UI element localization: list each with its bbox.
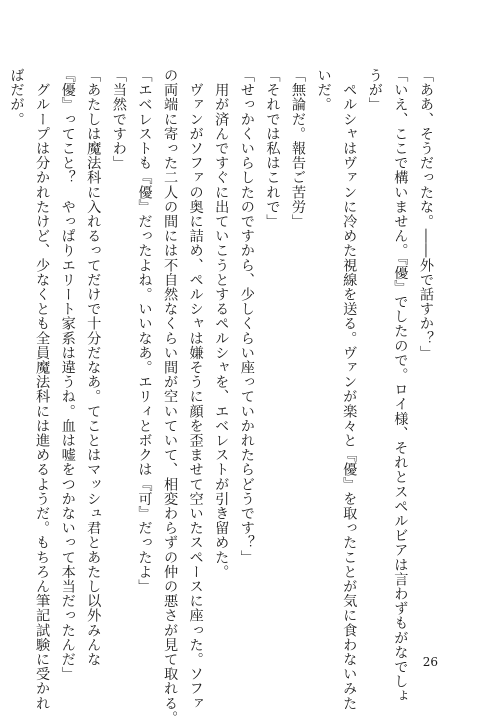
text-line: の両端に寄った二人の間には不自然なくらい間が空いていて、相変わらずの仲の悪さが見て取れる。: [162, 68, 179, 725]
text-line: 用が済んですぐに出ていこうとするペルシャを、エベレストが引き留めた。: [213, 68, 230, 579]
text-line: 「ああ、そうだったな。――外で話すか？」: [418, 68, 434, 360]
text-line: 「いえ、ここで構いません。『優』でしたので。ロイ様、それとスペルビアは言わずもがなでしょ: [392, 68, 409, 704]
text-line: 「それでは私はこれで」: [264, 68, 281, 229]
text-line: 「あたしは魔法科に入れるってだけで十分だなあ。てことはマッシュ君とあたし以外みんな: [85, 68, 102, 667]
text-line: 『優』ってこと？ やっぱりエリート家系は違うね。血は嘘をつかないって本当だったんだ」: [59, 68, 76, 682]
text-line: ヴァンがソファの奥に詰め、ペルシャは嫌そうに顔を歪ませて空いたスペースに座った。ソファ: [187, 68, 204, 711]
text-line: 「当然ですわ」: [110, 68, 127, 171]
text-line: うが」: [366, 68, 383, 112]
text-line: 「無論だ。報告ご苦労」: [290, 68, 307, 229]
text-line: 「せっかくいらしたのですから、少しくらい座っていかれたらどうです？」: [238, 68, 255, 565]
text-line: ばだが。: [8, 68, 25, 127]
text-line: 「エベレストも『優』だったよね。いいなあ。エリィとボクは『可』だったよ」: [136, 68, 153, 594]
page-number: 26: [422, 655, 438, 669]
text-line: グループは分かれたけど、少なくとも全員魔法科には進めるようだ。もちろん筆記試験に受かれ: [34, 68, 51, 711]
text-line: ペルシャはヴァンに冷めた視線を送る。ヴァンが楽々と『優』を取ったことが気に食わないみた: [341, 68, 358, 711]
text-line: いだ。: [315, 68, 332, 112]
